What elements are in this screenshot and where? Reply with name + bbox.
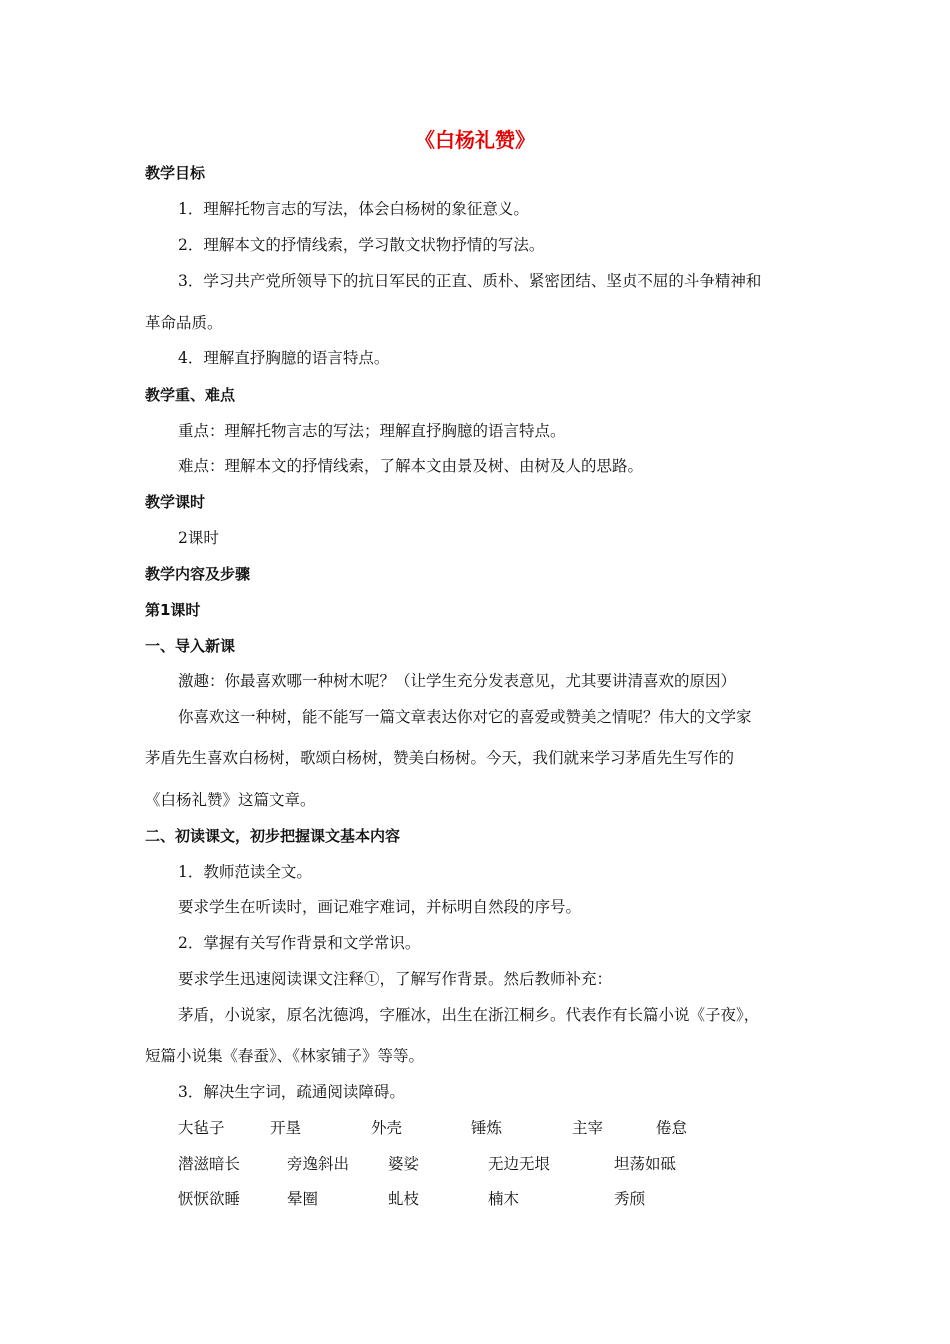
paragraph-continuation: 短篇小说集《春蚕》、《林家铺子》等等。 (145, 1047, 425, 1065)
vocab-word: 婆娑 (388, 1155, 420, 1173)
paragraph-continuation: 茅盾先生喜欢白杨树，歌颂白杨树，赞美白杨树。今天，我们就来学习茅盾先生写作的 (145, 749, 735, 767)
class-hours: 2课时 (178, 529, 219, 547)
vocab-word: 大毡子 (178, 1119, 225, 1137)
section-heading-key-points: 教学重、难点 (145, 386, 236, 404)
paragraph: 茅盾，小说家，原名沈德鸿，字雁冰，出生在浙江桐乡。代表作有长篇小说《子夜》， (178, 1006, 760, 1024)
paragraph: 要求学生在听读时，画记难字难词，并标明自然段的序号。 (178, 898, 582, 916)
vocab-word: 楠木 (488, 1190, 520, 1208)
vocab-word: 晕圈 (287, 1190, 319, 1208)
section-heading-goals: 教学目标 (145, 164, 206, 182)
vocab-word: 潜滋暗长 (178, 1155, 241, 1173)
part-heading: 二、初读课文，初步把握课文基本内容 (145, 827, 401, 845)
goal-item: 4．理解直抒胸臆的语言特点。 (178, 349, 390, 367)
vocab-word: 秀颀 (614, 1190, 646, 1208)
goal-item: 3．学习共产党所领导下的抗日军民的正直、质朴、紧密团结、坚贞不屈的斗争精神和 (178, 272, 762, 290)
step-item: 1．教师范读全文。 (178, 863, 312, 881)
part-heading: 一、导入新课 (145, 637, 236, 655)
vocab-word: 倦怠 (656, 1119, 688, 1137)
section-heading-hours: 教学课时 (145, 493, 206, 511)
paragraph-continuation: 《白杨礼赞》这篇文章。 (145, 791, 316, 809)
paragraph: 你喜欢这一种树，能不能写一篇文章表达你对它的喜爱或赞美之情呢？伟大的文学家 (178, 708, 752, 726)
vocab-word: 坦荡如砥 (614, 1155, 677, 1173)
goal-item-continuation: 革命品质。 (145, 314, 223, 332)
vocab-word: 外壳 (371, 1119, 403, 1137)
paragraph: 激趣：你最喜欢哪一种树木呢？（让学生充分发表意见，尤其要讲清喜欢的原因） (178, 672, 737, 690)
section-heading-content: 教学内容及步骤 (145, 565, 251, 583)
vocab-word: 无边无垠 (488, 1155, 551, 1173)
difficult-point: 难点：理解本文的抒情线索，了解本文由景及树、由树及人的思路。 (178, 457, 644, 475)
paragraph: 要求学生迅速阅读课文注释①，了解写作背景。然后教师补充： (178, 970, 613, 988)
step-item: 2．掌握有关写作背景和文学常识。 (178, 934, 421, 952)
goal-item: 1．理解托物言志的写法，体会白杨树的象征意义。 (178, 200, 529, 218)
goal-item: 2．理解本文的抒情线索，学习散文状物抒情的写法。 (178, 236, 545, 254)
vocab-word: 虬枝 (388, 1190, 420, 1208)
lesson-heading: 第1课时 (145, 601, 201, 619)
vocab-word: 开垦 (270, 1119, 302, 1137)
step-item: 3．解决生字词，疏通阅读障碍。 (178, 1083, 405, 1101)
vocab-word: 恹恹欲睡 (178, 1190, 241, 1208)
vocab-word: 旁逸斜出 (287, 1155, 350, 1173)
key-point: 重点：理解托物言志的写法；理解直抒胸臆的语言特点。 (178, 422, 566, 440)
vocab-word: 锤炼 (471, 1119, 503, 1137)
document-title: 《白杨礼赞》 (415, 128, 535, 152)
vocab-word: 主宰 (572, 1119, 604, 1137)
